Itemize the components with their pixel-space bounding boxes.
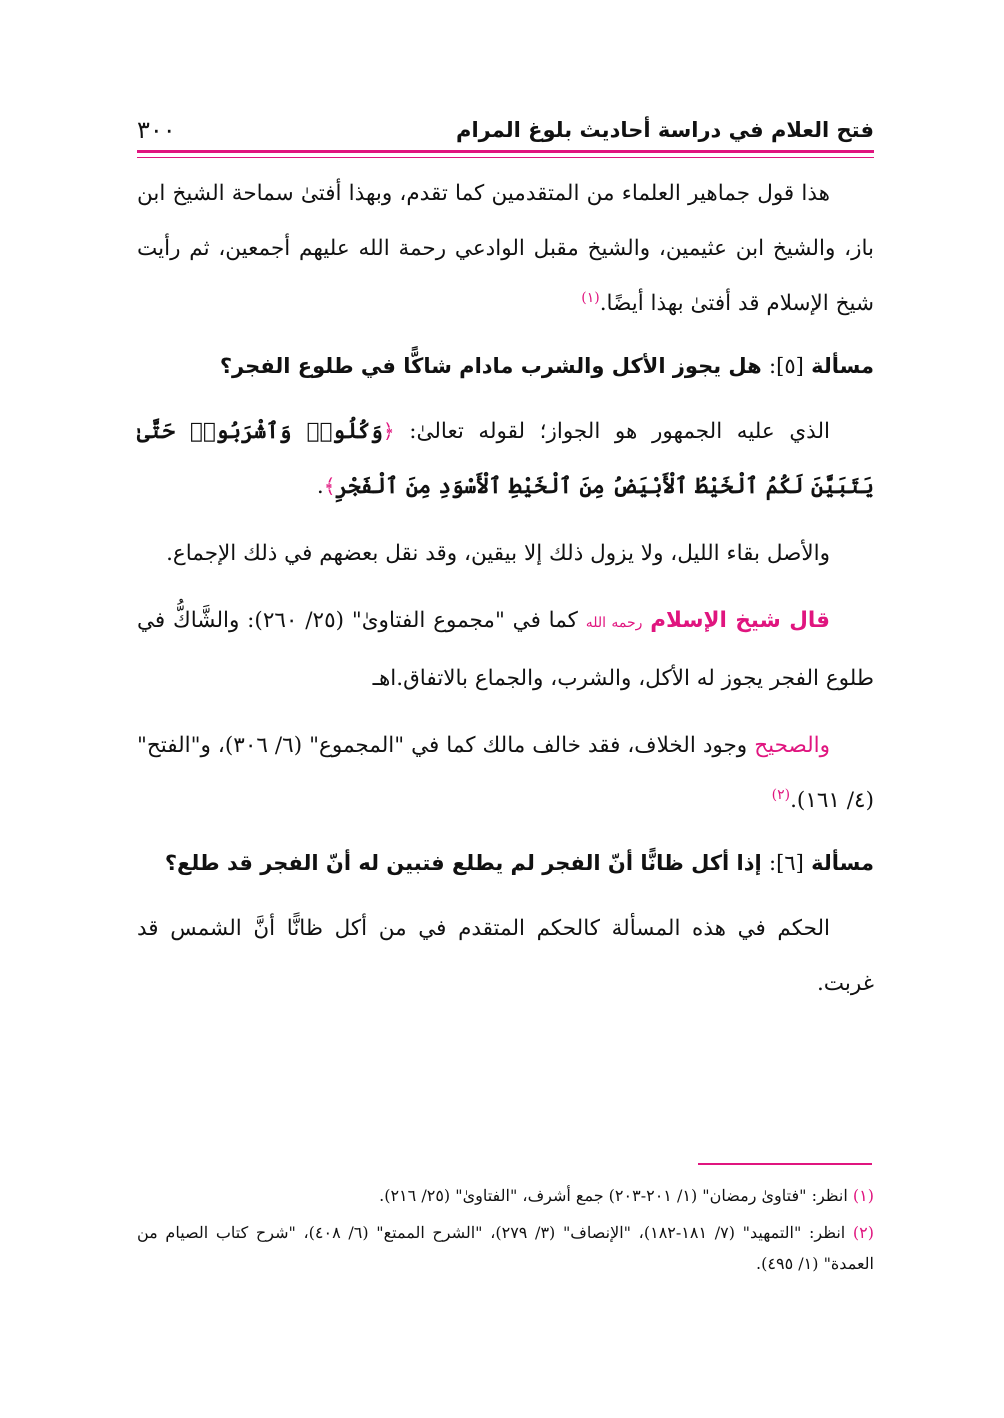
question-5-heading — [137, 339, 874, 394]
footnote-2 — [137, 1217, 874, 1279]
paragraph-5: والصحيح وجود الخلاف، فقد خالف مالك كما في "المجموع" (٦/ ٣٠٦)، و"الفتح" (٤/ ١٦١).$^{(٢)}$ — [137, 733, 874, 813]
header-rule — [137, 150, 874, 153]
footnotes — [137, 1180, 874, 1285]
footnote-text: انظر: "فتاوىٰ رمضان" (١/ ٢٠١-٢٠٣) جمع أشرف، "الفتاوىٰ" (٢٥/ ٢١٦). — [379, 1186, 848, 1205]
quran-bracket-close: ﴾ — [323, 474, 336, 498]
quote-attribution: قال شيخ الإسلام — [650, 608, 830, 633]
question-label: مسألة — [811, 851, 874, 875]
page-number: ٣٠٠ — [137, 116, 176, 144]
paragraph-4: قال شيخ الإسلام رحمه الله كما في "مجموع الفتاوىٰ" (٢٥/ ٢٦٠): والشَّاكُّ في طلوع الفجر يجوز له الأكل، والشرب، والجماع بالاتفاق.اهـ — [137, 608, 874, 691]
header-rule-thin — [137, 157, 874, 158]
question-number: [٦]: — [769, 851, 804, 875]
paragraph-2: الذي عليه الجمهور هو الجواز؛ لقوله تعالىٰ: ﴿وَكُلُوا۟ وَٱشْرَبُوا۟ حَتَّىٰ يَتَبَيَّنَ لَكُمُ ٱلْخَيْطُ ٱلْأَبْيَضُ مِنَ ٱلْخَيْطِ ٱلْأَسْوَدِ مِنَ ٱلْفَجْرِ﴾. — [137, 419, 874, 499]
footnote-number: (١) — [852, 1186, 874, 1205]
question-6-heading — [137, 836, 874, 891]
paragraph-3: والأصل بقاء الليل، ولا يزول ذلك إلا بيقين، وقد نقل بعضهم في ذلك الإجماع. — [166, 541, 830, 566]
footnote-number: (٢) — [852, 1223, 875, 1242]
question-text: هل يجوز الأكل والشرب مادام شاكًّا في طلوع الفجر؟ — [219, 354, 762, 378]
footnote-ref-1[interactable]: (١) — [581, 289, 600, 306]
quran-verse: وَكُلُوا۟ وَٱشْرَبُوا۟ حَتَّىٰ يَتَبَيَّنَ لَكُمُ ٱلْخَيْطُ ٱلْأَبْيَضُ مِنَ ٱلْخَيْطِ ٱلْأَسْوَدِ مِنَ ٱلْفَجْرِ — [137, 419, 874, 499]
honorific: رحمه الله — [585, 615, 643, 631]
paragraph-1: هذا قول جماهير العلماء من المتقدمين كما تقدم، وبهذا أفتىٰ سماحة الشيخ ابن باز، والشيخ ابن عثيمين، والشيخ مقبل الوادعي رحمة الله عليهم أجمعين، ثم رأيت شيخ الإسلام قد أفتىٰ بهذا أيضًا.$^{(١)}$ — [137, 181, 874, 316]
question-text: إذا أكل ظانًّا أنّ الفجر لم يطلع فتبين له أنّ الفجر قد طلع؟ — [164, 851, 762, 875]
question-number: [٥]: — [769, 354, 804, 378]
correct-view-label: والصحيح — [754, 733, 830, 758]
footnote-ref-2[interactable]: (٢) — [771, 786, 791, 803]
footnote-rule — [698, 1163, 872, 1165]
footnote-1 — [137, 1180, 874, 1211]
question-label: مسألة — [811, 354, 874, 378]
footnote-text: انظر: "التمهيد" (٧/ ١٨١-١٨٢)، "الإنصاف" (٣/ ٢٧٩)، "الشرح الممتع" (٦/ ٤٠٨)، "شرح كتاب الصيام من العمدة" (١/ ٤٩٥). — [137, 1223, 874, 1273]
paragraph-6: الحكم في هذه المسألة كالحكم المتقدم في من أكل ظانًّا أنَّ الشمس قد غربت. — [137, 916, 874, 996]
main-text — [137, 166, 874, 1011]
book-title: فتح العلام في دراسة أحاديث بلوغ المرام — [456, 118, 874, 142]
quran-bracket-open: ﴿ — [382, 419, 395, 443]
running-header — [137, 112, 874, 148]
